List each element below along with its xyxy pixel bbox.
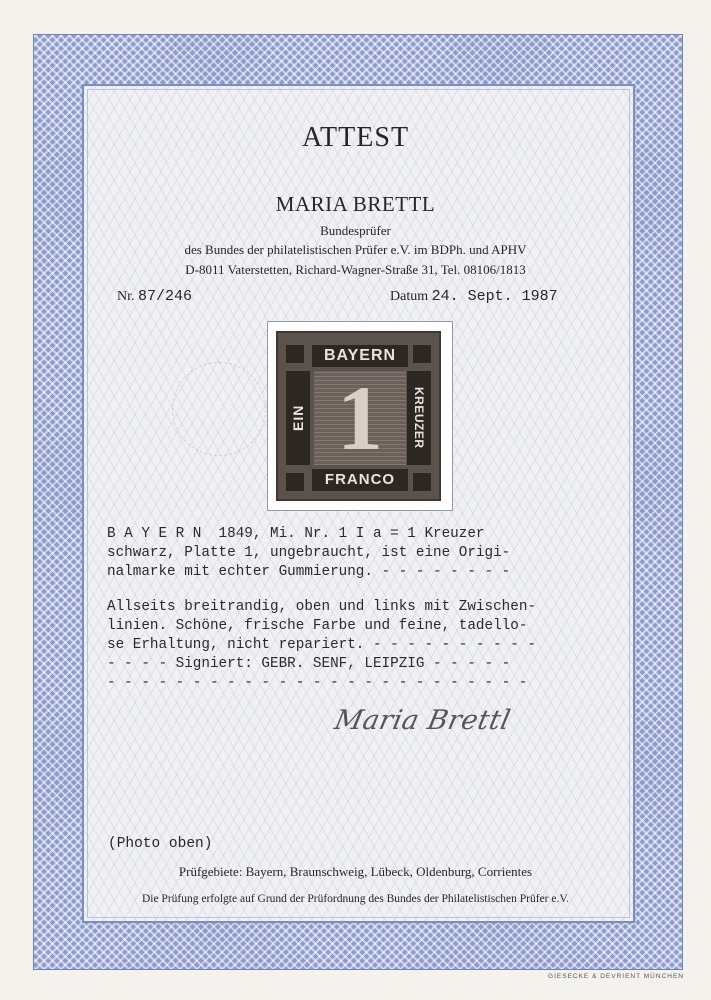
date-label: Datum xyxy=(390,289,429,304)
address-line: D-8011 Vaterstetten, Richard-Wagner-Straße 31, Tel. 08106/1813 xyxy=(185,262,526,277)
stamp-right-text: KREUZER xyxy=(407,371,431,465)
examiner-signature: Maria Brettl xyxy=(331,705,514,736)
description-line: nalmarke mit echter Gummierung. - - - - - - - - xyxy=(107,564,511,580)
stamp-corner xyxy=(413,473,431,491)
number-label: Nr. xyxy=(117,289,135,304)
stamp-image xyxy=(276,331,441,501)
date-value: 24. Sept. 1987 xyxy=(431,288,558,305)
certificate-number xyxy=(117,288,192,305)
description-line: Allseits breitrandig, oben und links mit Zwischen- xyxy=(107,599,536,615)
association-line: des Bundes der philatelistischen Prüfer e.V. im BDPh. und APHV xyxy=(184,242,527,257)
photo-note: (Photo oben) xyxy=(108,836,213,852)
description-line: - - - - - - - - - - - - - - - - - - - - - - - - - xyxy=(107,675,528,691)
description-paragraph-1 xyxy=(107,525,510,582)
certificate-date xyxy=(390,288,558,305)
stamp-corner xyxy=(286,345,304,363)
stamp-bottom-text: FRANCO xyxy=(312,469,408,491)
stamp-left-text: EIN xyxy=(286,371,310,465)
examination-areas: Prüfgebiete: Bayern, Braunschweig, Lübeck, Oldenburg, Corrientes xyxy=(178,864,533,879)
embossed-seal xyxy=(172,362,266,456)
description-line: schwarz, Platte 1, ungebraucht, ist eine Origi- xyxy=(107,545,511,561)
certificate-title: ATTEST xyxy=(301,122,410,153)
printer-mark: GIESECKE & DEVRIENT MÜNCHEN xyxy=(548,973,684,980)
description-line: se Erhaltung, nicht repariert. - - - - - - - - - - xyxy=(107,637,536,653)
description-line: B A Y E R N 1849, Mi. Nr. 1 I a = 1 Kreuzer xyxy=(107,526,485,542)
footer-note: Die Prüfung erfolgte auf Grund der Prüfordnung des Bundes der Philatelistischen Prüfer e.V. xyxy=(141,893,570,905)
stamp-corner xyxy=(286,473,304,491)
examiner-name: MARIA BRETTL xyxy=(275,192,436,216)
number-value: 87/246 xyxy=(138,288,193,305)
stamp-numeral: 1 xyxy=(314,371,406,465)
stamp-top-text: BAYERN xyxy=(312,345,408,367)
examiner-role: Bundesprüfer xyxy=(320,223,391,238)
stamp-corner xyxy=(413,345,431,363)
description-line: - - - - Signiert: GEBR. SENF, LEIPZIG - - - - - xyxy=(107,656,511,672)
description-paragraph-2 xyxy=(107,598,536,693)
description-line: linien. Schöne, frische Farbe und feine, tadello- xyxy=(107,618,528,634)
